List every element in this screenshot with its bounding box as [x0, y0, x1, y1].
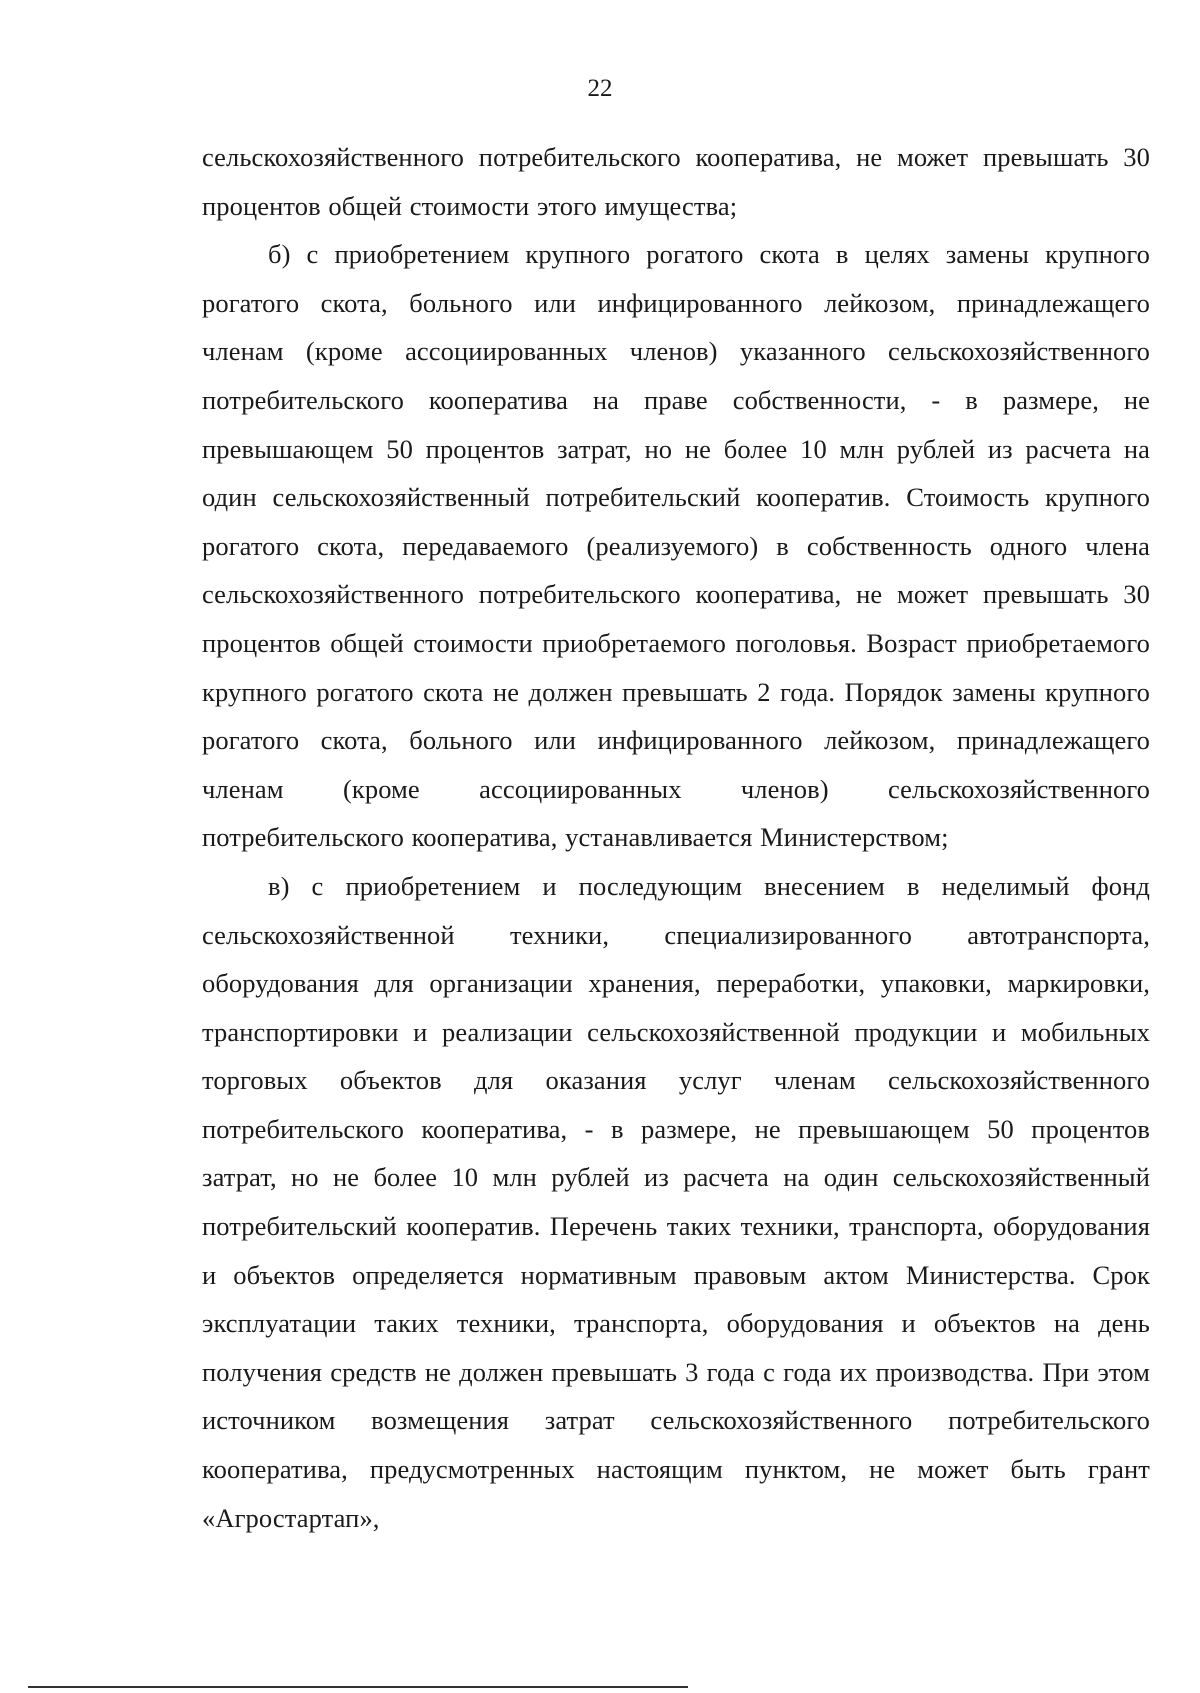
paragraph-continuation: сельскохозяйственного потребительского кооператива, не может превышать 30 процентов общей стоимости этого имущества; [202, 142, 1150, 221]
page-number: 22 [587, 75, 613, 102]
paragraph-item-b: б) с приобретением крупного рогатого скота в целях замены крупного рогатого скота, больного или инфицированного лейкозом, принадлежащего членам (кроме ассоциированных членов) указанного сельскохозяйственного потребительского кооператива на праве собственности, - в размере, не превышающем 50 процентов затрат, но не более 10 млн рублей из расчета на один сельскохозяйственный потребительский кооператив. Стоимость крупного рогатого скота, передаваемого (реализуемого) в собственность одного члена сельскохозяйственного потребительского кооператива, не может превышать 30 процентов общей стоимости приобретаемого поголовья. Возраст приобретаемого крупного рогатого скота не должен превышать 2 года. Порядок замены крупного рогатого скота, больного или инфицированного лейкозом, принадлежащего членам (кроме ассоциированных членов) сельскохозяйственного потребительского кооператива, устанавливается Министерством; [202, 239, 1150, 853]
footer-divider [28, 1686, 688, 1688]
paragraph-item-v: в) с приобретением и последующим внесением в неделимый фонд сельскохозяйственной техники, специализированного автотранспорта, оборудования для организации хранения, переработки, упаковки, маркировки, транспортировки и реализации сельскохозяйственной продукции и мобильных торговых объектов для оказания услуг членам сельскохозяйственного потребительского кооператива, - в размере, не превышающем 50 процентов затрат, но не более 10 млн рублей из расчета на один сельскохозяйственный потребительский кооператив. Перечень таких техники, транспорта, оборудования и объектов определяется нормативным правовым актом Министерства. Срок эксплуатации таких техники, транспорта, оборудования и объектов на день получения средств не должен превышать 3 года с года их производства. При этом источником возмещения затрат сельскохозяйственного потребительского кооператива, предусмотренных настоящим пунктом, не может быть грант «Агростартап», [202, 870, 1150, 1533]
document-body [202, 133, 1150, 1542]
